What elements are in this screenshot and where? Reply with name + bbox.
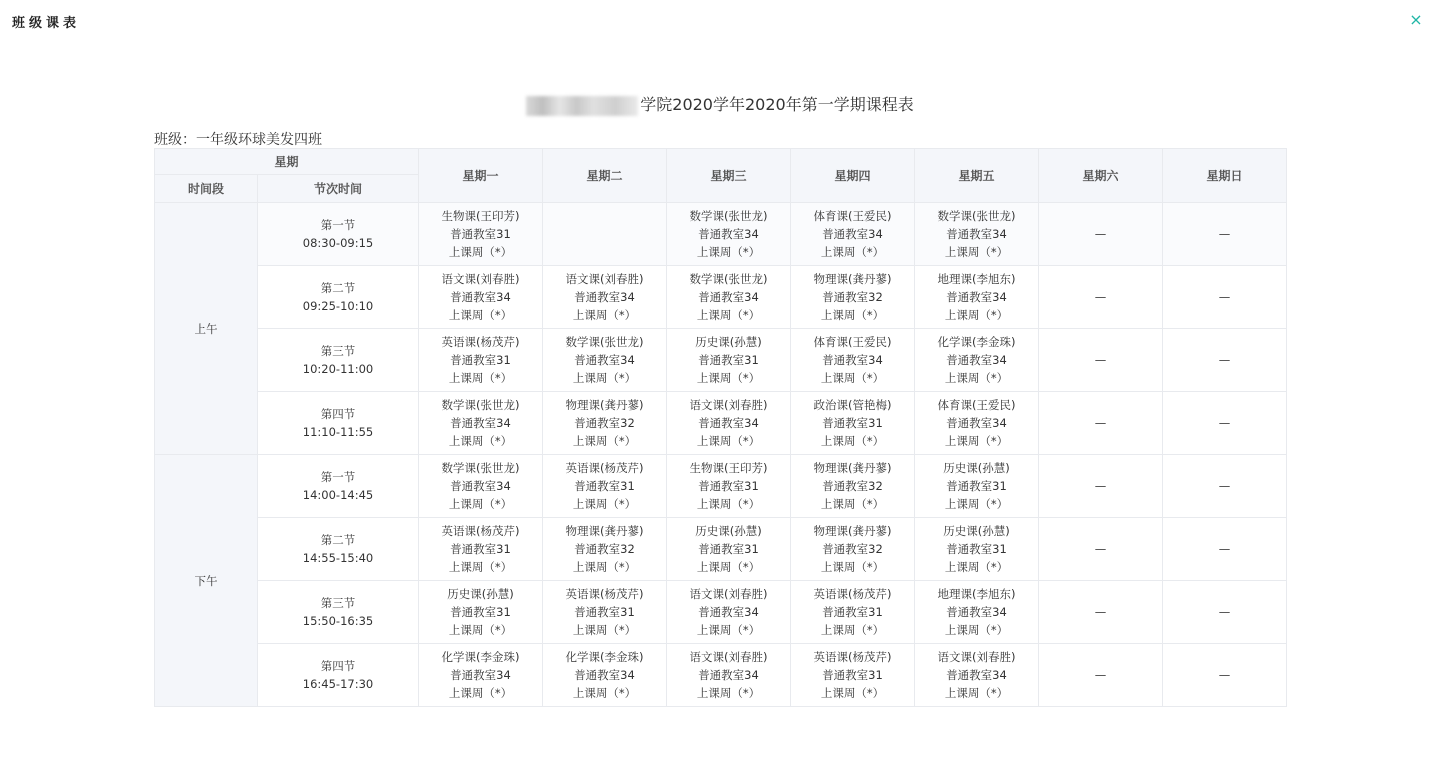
course-room: 普通教室31 [574, 479, 635, 493]
no-class-cell: — [1039, 518, 1163, 581]
course-room: 普通教室32 [822, 290, 883, 304]
course-weeks: 上课周（*） [696, 308, 761, 322]
course-weeks: 上课周（*） [820, 308, 885, 322]
course-weeks: 上课周（*） [448, 686, 513, 700]
course-weeks: 上课周（*） [944, 434, 1009, 448]
slot-cell [258, 266, 419, 329]
course-cell[interactable] [543, 644, 667, 707]
day-header-fri: 星期五 [915, 149, 1039, 203]
period-cell: 下午 [155, 455, 258, 707]
course-course: 化学课(李金珠) [441, 650, 520, 664]
course-room: 普通教室31 [946, 479, 1007, 493]
course-weeks: 上课周（*） [696, 686, 761, 700]
slot-time: 10:20-11:00 [302, 362, 374, 376]
course-room: 普通教室34 [946, 605, 1007, 619]
course-weeks: 上课周（*） [572, 434, 637, 448]
period-cell: 上午 [155, 203, 258, 455]
course-weeks: 上课周（*） [944, 245, 1009, 259]
course-cell[interactable] [419, 329, 543, 392]
course-room: 普通教室34 [946, 668, 1007, 682]
slot-cell [258, 644, 419, 707]
course-cell[interactable] [543, 392, 667, 455]
course-course: 物理课(龚丹蓼) [813, 524, 892, 538]
slot-time: 16:45-17:30 [302, 677, 374, 691]
course-cell[interactable] [543, 581, 667, 644]
schedule-title [0, 92, 1440, 116]
no-class-cell: — [1163, 203, 1287, 266]
no-class-cell: — [1163, 581, 1287, 644]
course-weeks: 上课周（*） [944, 686, 1009, 700]
course-cell[interactable] [791, 266, 915, 329]
course-cell[interactable] [915, 518, 1039, 581]
slot-time: 11:10-11:55 [302, 425, 374, 439]
table-row [155, 266, 1287, 329]
slot-cell [258, 518, 419, 581]
course-room: 普通教室31 [698, 479, 759, 493]
table-row [155, 581, 1287, 644]
course-course: 政治课(管艳梅) [813, 398, 892, 412]
course-room: 普通教室31 [698, 542, 759, 556]
course-weeks: 上课周（*） [696, 371, 761, 385]
course-cell[interactable] [667, 581, 791, 644]
course-weeks: 上课周（*） [820, 434, 885, 448]
slot-cell [258, 392, 419, 455]
course-room: 普通教室34 [698, 290, 759, 304]
course-cell[interactable] [543, 518, 667, 581]
course-room: 普通教室31 [450, 227, 511, 241]
course-weeks: 上课周（*） [944, 623, 1009, 637]
course-room: 普通教室32 [822, 479, 883, 493]
course-cell[interactable] [791, 329, 915, 392]
no-class-cell: — [1039, 581, 1163, 644]
day-header-sun: 星期日 [1163, 149, 1287, 203]
course-weeks: 上课周（*） [696, 497, 761, 511]
no-class-cell: — [1163, 644, 1287, 707]
course-cell[interactable] [543, 455, 667, 518]
no-class-cell: — [1039, 266, 1163, 329]
course-course: 数学课(张世龙) [441, 398, 520, 412]
course-weeks: 上课周（*） [944, 308, 1009, 322]
course-course: 体育课(王爱民) [813, 209, 892, 223]
course-room: 普通教室31 [822, 416, 883, 430]
course-weeks: 上课周（*） [448, 434, 513, 448]
course-weeks: 上课周（*） [572, 686, 637, 700]
course-course: 英语课(杨茂芹) [813, 587, 892, 601]
slot-label: 第一节 [320, 470, 356, 484]
course-course: 语文课(刘春胜) [441, 272, 520, 286]
close-icon[interactable]: × [1409, 10, 1423, 29]
no-class-cell: — [1039, 329, 1163, 392]
course-room: 普通教室34 [822, 227, 883, 241]
course-room: 普通教室34 [450, 416, 511, 430]
course-weeks: 上课周（*） [696, 560, 761, 574]
slot-cell [258, 581, 419, 644]
course-cell[interactable] [915, 266, 1039, 329]
course-room: 普通教室31 [698, 353, 759, 367]
course-cell[interactable] [419, 518, 543, 581]
slot-column-header: 节次时间 [258, 175, 419, 203]
class-label: 班级：一年级环球美发四班 [154, 132, 322, 148]
course-weeks: 上课周（*） [448, 623, 513, 637]
course-weeks: 上课周（*） [820, 560, 885, 574]
course-weeks: 上课周（*） [448, 371, 513, 385]
no-class-cell: — [1039, 392, 1163, 455]
course-course: 历史课(孙慧) [943, 524, 1010, 538]
course-course: 数学课(张世龙) [441, 461, 520, 475]
course-course: 生物课(王印芳) [441, 209, 520, 223]
table-row [155, 455, 1287, 518]
slot-cell [258, 203, 419, 266]
course-course: 历史课(孙慧) [447, 587, 514, 601]
no-class-cell: — [1163, 455, 1287, 518]
redacted-name [526, 96, 638, 116]
course-course: 生物课(王印芳) [689, 461, 768, 475]
weekday-group-header: 星期 [155, 149, 419, 175]
course-room: 普通教室34 [574, 290, 635, 304]
course-cell[interactable] [419, 203, 543, 266]
no-class-cell: — [1039, 203, 1163, 266]
course-weeks: 上课周（*） [572, 308, 637, 322]
course-cell[interactable] [667, 203, 791, 266]
day-header-tue: 星期二 [543, 149, 667, 203]
course-cell[interactable] [419, 581, 543, 644]
course-weeks: 上课周（*） [944, 371, 1009, 385]
course-course: 英语课(杨茂芹) [441, 524, 520, 538]
course-weeks: 上课周（*） [820, 245, 885, 259]
course-weeks: 上课周（*） [696, 623, 761, 637]
course-cell[interactable] [915, 329, 1039, 392]
no-class-cell: — [1039, 644, 1163, 707]
course-weeks: 上课周（*） [448, 245, 513, 259]
course-course: 历史课(孙慧) [695, 335, 762, 349]
course-room: 普通教室31 [822, 668, 883, 682]
no-class-cell: — [1039, 455, 1163, 518]
course-cell[interactable] [419, 392, 543, 455]
course-weeks: 上课周（*） [696, 434, 761, 448]
course-weeks: 上课周（*） [820, 686, 885, 700]
empty-cell [543, 203, 667, 266]
course-room: 普通教室34 [946, 416, 1007, 430]
course-weeks: 上课周（*） [448, 308, 513, 322]
course-cell[interactable] [667, 266, 791, 329]
course-weeks: 上课周（*） [944, 497, 1009, 511]
no-class-cell: — [1163, 266, 1287, 329]
slot-time: 09:25-10:10 [302, 299, 374, 313]
course-cell[interactable] [667, 392, 791, 455]
course-room: 普通教室31 [450, 605, 511, 619]
course-course: 英语课(杨茂芹) [441, 335, 520, 349]
slot-time: 08:30-09:15 [302, 236, 374, 250]
course-cell[interactable] [667, 644, 791, 707]
slot-cell [258, 329, 419, 392]
course-room: 普通教室34 [450, 479, 511, 493]
course-cell[interactable] [915, 644, 1039, 707]
course-course: 历史课(孙慧) [695, 524, 762, 538]
course-course: 语文课(刘春胜) [937, 650, 1016, 664]
course-room: 普通教室34 [450, 668, 511, 682]
table-row [155, 518, 1287, 581]
course-cell[interactable] [915, 392, 1039, 455]
course-weeks: 上课周（*） [572, 371, 637, 385]
course-room: 普通教室31 [450, 542, 511, 556]
no-class-cell: — [1163, 518, 1287, 581]
no-class-cell: — [1163, 392, 1287, 455]
course-cell[interactable] [791, 581, 915, 644]
course-cell[interactable] [543, 329, 667, 392]
slot-time: 14:55-15:40 [302, 551, 374, 565]
course-course: 数学课(张世龙) [937, 209, 1016, 223]
course-cell[interactable] [667, 518, 791, 581]
table-row [155, 392, 1287, 455]
course-course: 数学课(张世龙) [689, 272, 768, 286]
dialog-title: 班级课表 [12, 16, 81, 31]
course-course: 历史课(孙慧) [943, 461, 1010, 475]
course-room: 普通教室34 [698, 227, 759, 241]
course-course: 数学课(张世龙) [689, 209, 768, 223]
course-room: 普通教室31 [822, 605, 883, 619]
course-course: 地理课(李旭东) [937, 587, 1016, 601]
course-weeks: 上课周（*） [572, 560, 637, 574]
course-course: 体育课(王爱民) [937, 398, 1016, 412]
course-weeks: 上课周（*） [820, 371, 885, 385]
course-room: 普通教室34 [946, 290, 1007, 304]
course-cell[interactable] [915, 455, 1039, 518]
slot-label: 第二节 [320, 281, 356, 295]
course-course: 语文课(刘春胜) [689, 587, 768, 601]
course-cell[interactable] [543, 266, 667, 329]
course-room: 普通教室34 [698, 416, 759, 430]
course-course: 物理课(龚丹蓼) [813, 272, 892, 286]
course-room: 普通教室34 [946, 227, 1007, 241]
course-weeks: 上课周（*） [572, 497, 637, 511]
slot-label: 第二节 [320, 533, 356, 547]
period-column-header: 时间段 [155, 175, 258, 203]
day-header-thu: 星期四 [791, 149, 915, 203]
slot-label: 第三节 [320, 596, 356, 610]
course-weeks: 上课周（*） [572, 623, 637, 637]
course-cell[interactable] [791, 455, 915, 518]
course-cell[interactable] [915, 581, 1039, 644]
slot-label: 第一节 [320, 218, 356, 232]
course-course: 英语课(杨茂芹) [813, 650, 892, 664]
course-cell[interactable] [791, 518, 915, 581]
course-room: 普通教室34 [822, 353, 883, 367]
course-cell[interactable] [791, 644, 915, 707]
course-course: 化学课(李金珠) [937, 335, 1016, 349]
course-room: 普通教室31 [574, 605, 635, 619]
course-course: 化学课(李金珠) [565, 650, 644, 664]
course-cell[interactable] [667, 455, 791, 518]
course-cell[interactable] [419, 455, 543, 518]
slot-label: 第三节 [320, 344, 356, 358]
course-room: 普通教室34 [946, 353, 1007, 367]
course-room: 普通教室34 [450, 290, 511, 304]
no-class-cell: — [1163, 329, 1287, 392]
course-cell[interactable] [791, 203, 915, 266]
slot-time: 15:50-16:35 [302, 614, 374, 628]
course-course: 语文课(刘春胜) [689, 398, 768, 412]
slot-label: 第四节 [320, 407, 356, 421]
course-weeks: 上课周（*） [696, 245, 761, 259]
day-header-sat: 星期六 [1039, 149, 1163, 203]
course-course: 地理课(李旭东) [937, 272, 1016, 286]
course-cell[interactable] [419, 266, 543, 329]
day-header-mon: 星期一 [419, 149, 543, 203]
course-weeks: 上课周（*） [944, 560, 1009, 574]
course-room: 普通教室32 [574, 542, 635, 556]
course-room: 普通教室31 [946, 542, 1007, 556]
course-room: 普通教室34 [574, 353, 635, 367]
course-room: 普通教室32 [574, 416, 635, 430]
course-weeks: 上课周（*） [448, 560, 513, 574]
course-room: 普通教室34 [698, 605, 759, 619]
course-course: 物理课(龚丹蓼) [565, 398, 644, 412]
day-header-wed: 星期三 [667, 149, 791, 203]
slot-cell [258, 455, 419, 518]
timetable [154, 148, 1287, 707]
course-course: 语文课(刘春胜) [565, 272, 644, 286]
course-weeks: 上课周（*） [820, 623, 885, 637]
course-room: 普通教室32 [822, 542, 883, 556]
slot-label: 第四节 [320, 659, 356, 673]
schedule-title-text: 学院2020学年2020年第一学期课程表 [640, 95, 914, 114]
course-cell[interactable] [915, 203, 1039, 266]
course-room: 普通教室34 [574, 668, 635, 682]
course-course: 物理课(龚丹蓼) [813, 461, 892, 475]
slot-time: 14:00-14:45 [302, 488, 374, 502]
course-cell[interactable] [791, 392, 915, 455]
course-room: 普通教室34 [698, 668, 759, 682]
course-course: 英语课(杨茂芹) [565, 461, 644, 475]
table-row [155, 644, 1287, 707]
course-course: 英语课(杨茂芹) [565, 587, 644, 601]
course-weeks: 上课周（*） [820, 497, 885, 511]
course-cell[interactable] [667, 329, 791, 392]
course-course: 语文课(刘春胜) [689, 650, 768, 664]
table-row [155, 203, 1287, 266]
course-course: 体育课(王爱民) [813, 335, 892, 349]
course-room: 普通教室31 [450, 353, 511, 367]
course-cell[interactable] [419, 644, 543, 707]
course-weeks: 上课周（*） [448, 497, 513, 511]
course-course: 物理课(龚丹蓼) [565, 524, 644, 538]
course-course: 数学课(张世龙) [565, 335, 644, 349]
table-row [155, 329, 1287, 392]
